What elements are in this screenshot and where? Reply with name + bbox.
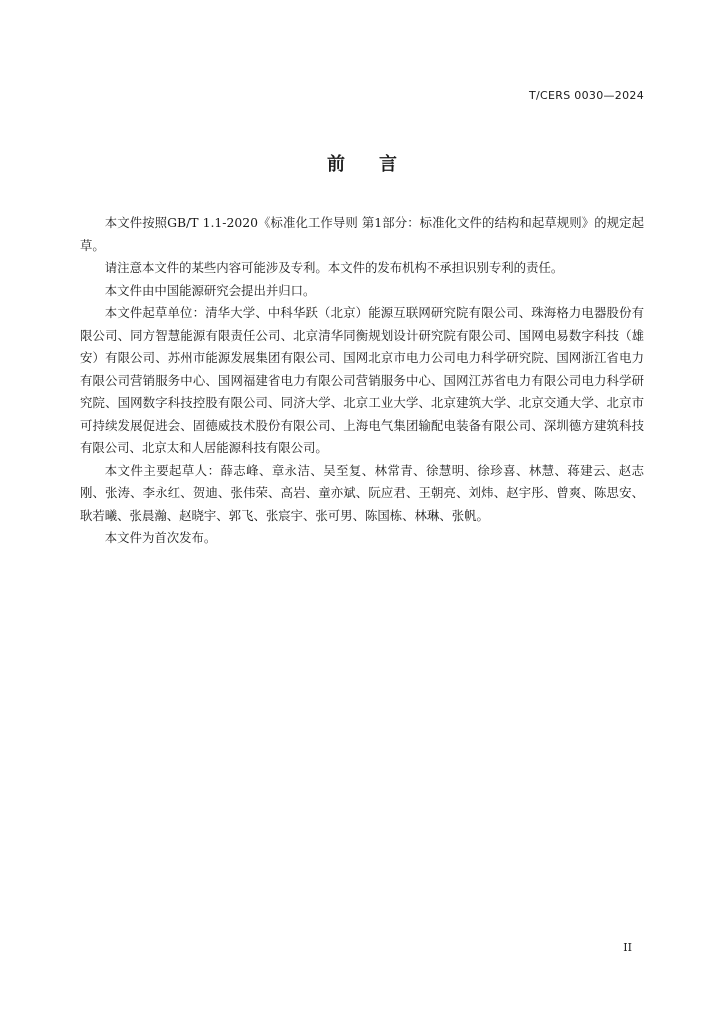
paragraph-first-release: 本文件为首次发布。 <box>104 530 217 545</box>
paragraph-drafting-rules: 本文件按照GB/T 1.1-2020《标准化工作导则 第1部分：标准化文件的结构和起草规则》的规定起草。 <box>80 215 644 253</box>
page-number: II <box>623 941 632 954</box>
paragraph-proposer: 本文件由中国能源研究会提出并归口。 <box>104 282 316 298</box>
paragraph-drafting-units: 本文件起草单位：清华大学、中科华跃（北京）能源互联网研究院有限公司、珠海格力电器股份有限公司、同方智慧能源有限责任公司、北京清华同衡规划设计研究院有限公司、国网电易数字科技（雄安）有限公司、苏州市能源发展集团有限公司、国网北京市电力公司电力科学研究院、国网浙江省电力有限公司营销服务中心、国网福建省电力有限公司营销服务中心、国网江苏省电力有限公司电力科学研究院、国网数字科技控股有限公司、同济大学、北京工业大学、北京建筑大学、北京交通大学、北京市可持续发展促进会、固德威技术股份有限公司、上海电气集团输配电装备有限公司、深圳德方建筑科技有限公司、北京太和人居能源科技有限公司。 <box>80 305 644 455</box>
document-body <box>80 212 644 550</box>
page-title: 前言 <box>327 154 431 175</box>
paragraph-drafters: 本文件主要起草人：薛志峰、章永洁、吴至复、林常青、徐慧明、徐珍喜、林慧、蒋建云、赵志刚、张涛、李永红、贺迪、张伟荣、高岩、童亦斌、阮应君、王朝亮、刘炜、赵宇彤、曾爽、陈思安、耿若曦、张晨瀚、赵晓宇、郭飞、张宸宇、张可男、陈国栋、林琳、张帆。 <box>80 462 644 523</box>
standard-code: T/CERS 0030—2024 <box>529 89 644 102</box>
paragraph-patent-notice: 请注意本文件的某些内容可能涉及专利。本文件的发布机构不承担识别专利的责任。 <box>104 260 564 275</box>
